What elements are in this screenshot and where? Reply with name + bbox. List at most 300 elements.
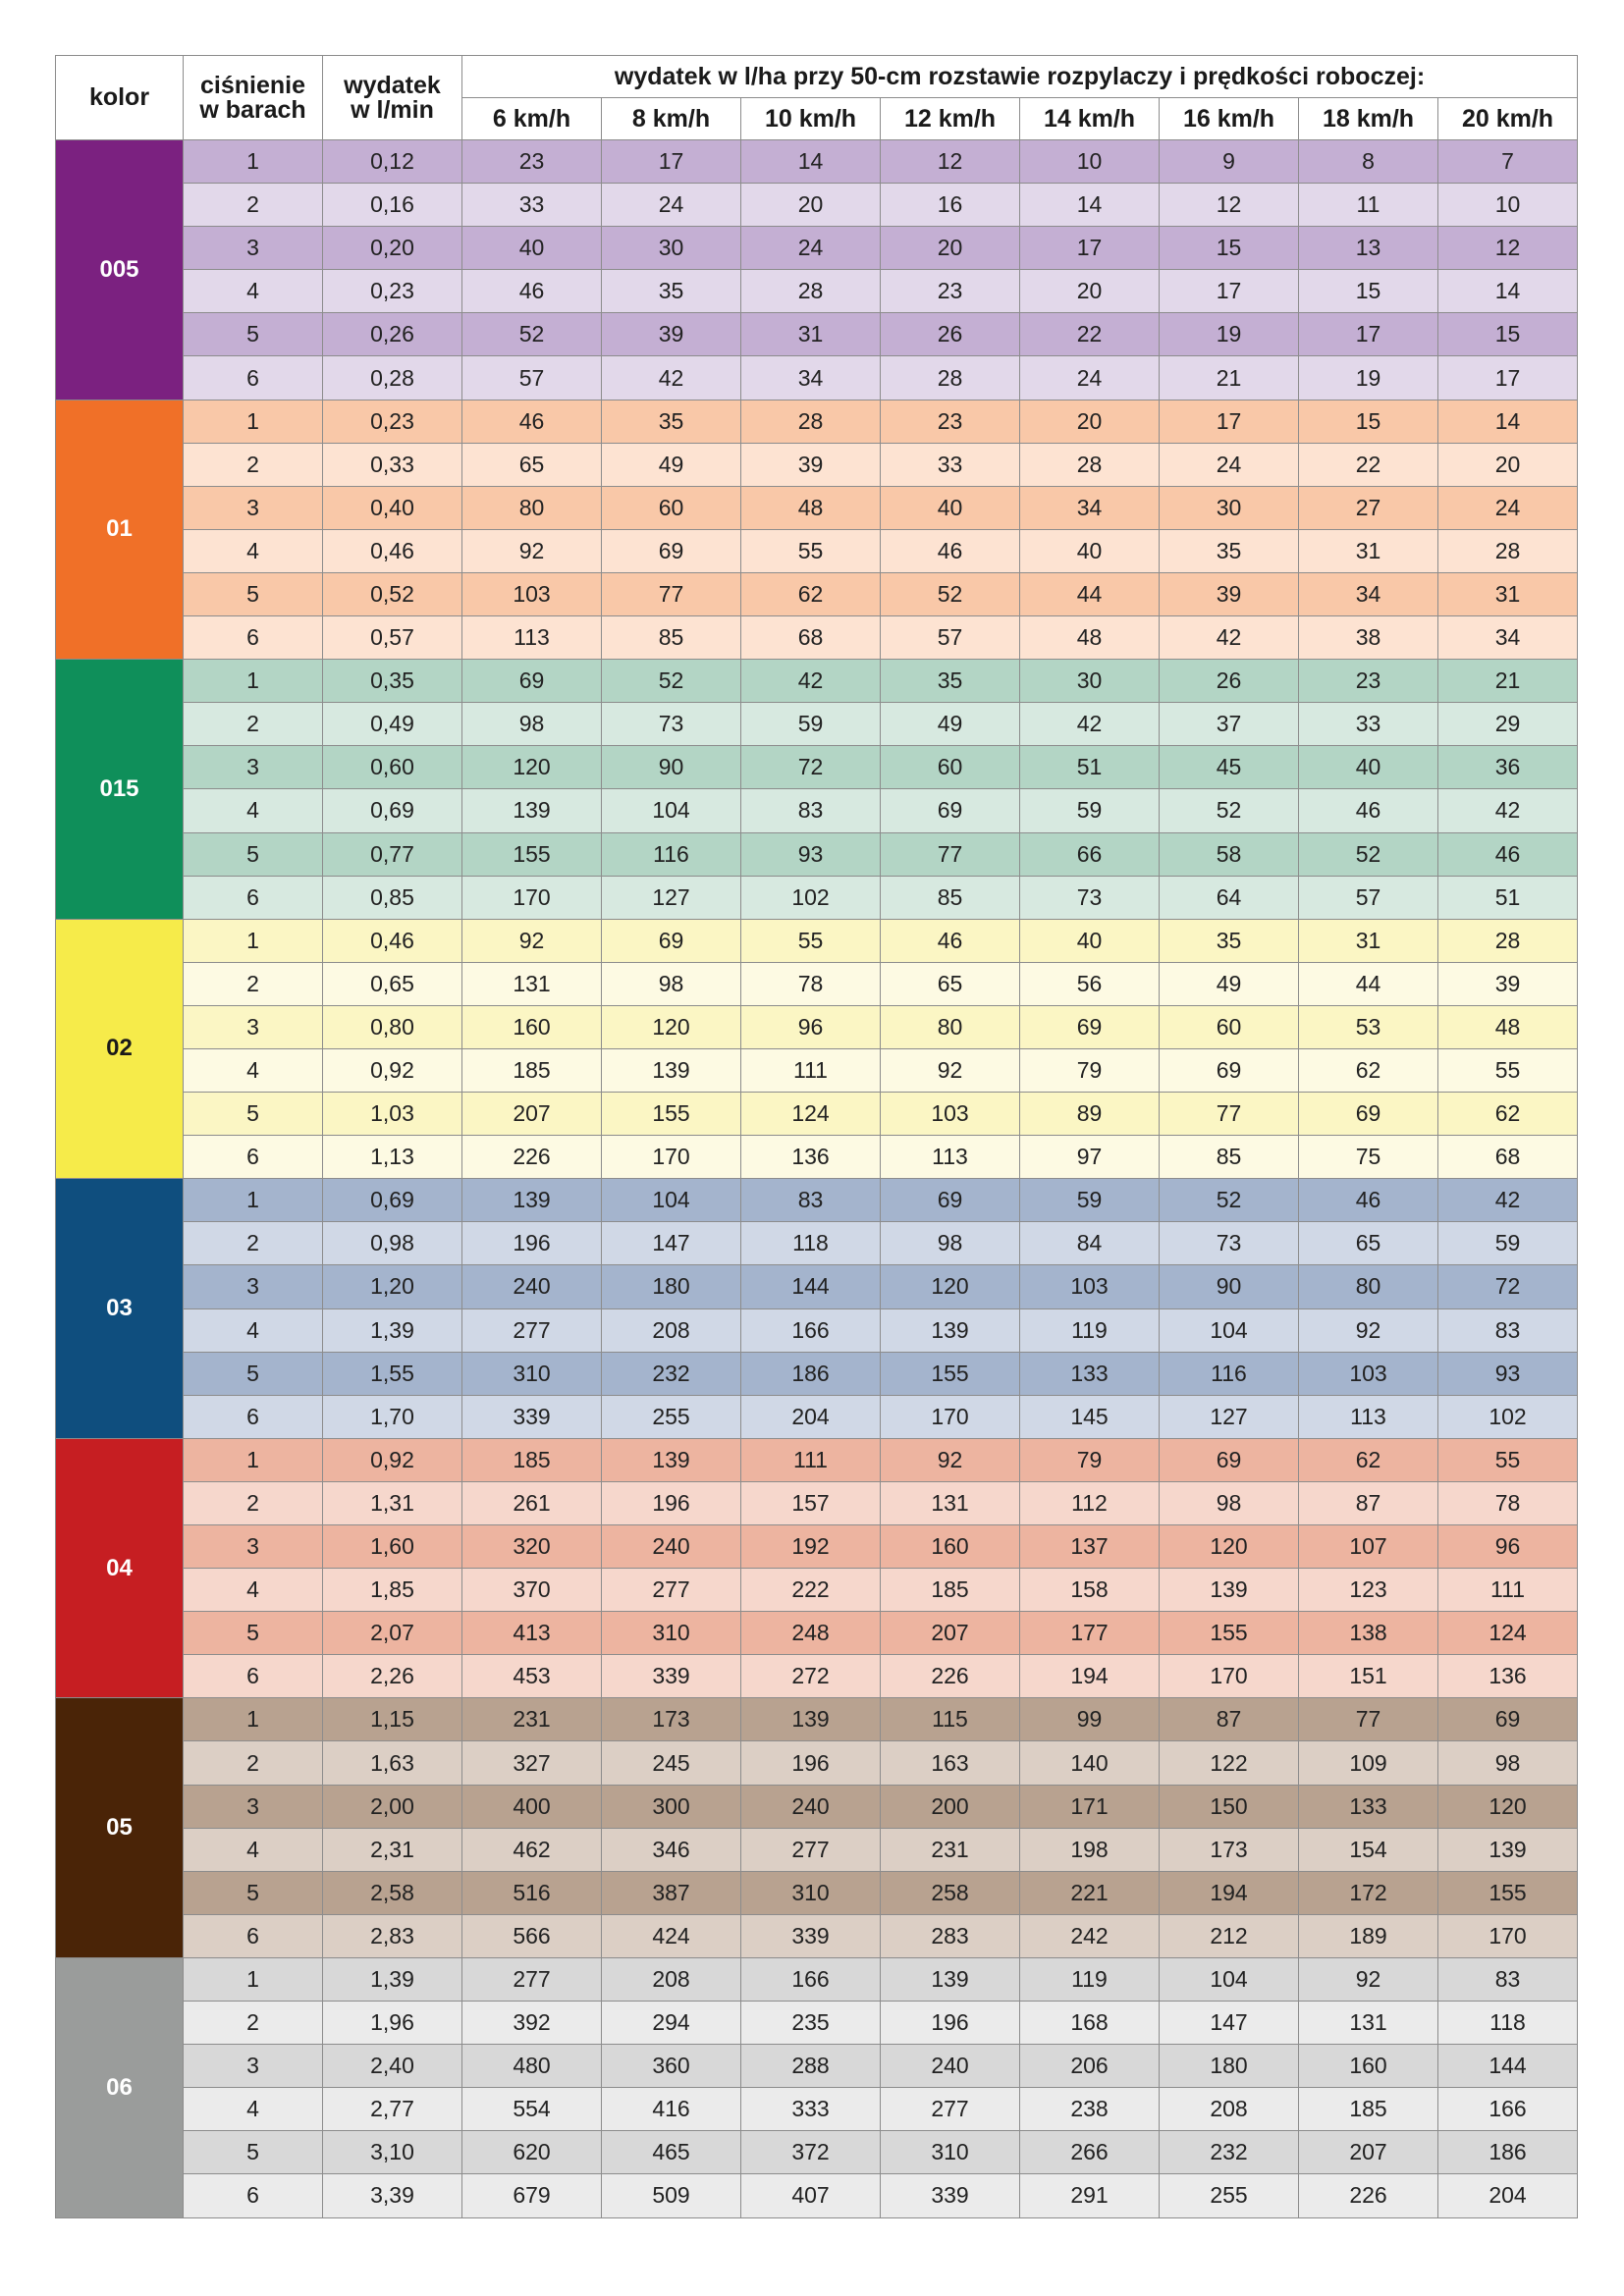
rate-cell: 198 (1020, 1828, 1160, 1871)
rate-cell: 333 (741, 2088, 881, 2131)
rate-cell: 56 (1020, 962, 1160, 1005)
rate-cell: 266 (1020, 2131, 1160, 2174)
rate-cell: 360 (602, 2045, 741, 2088)
rate-cell: 85 (1160, 1136, 1299, 1179)
rate-cell: 16 (881, 184, 1020, 227)
rate-cell: 196 (602, 1481, 741, 1524)
pressure-cell: 2 (184, 1481, 323, 1524)
pressure-cell: 1 (184, 660, 323, 703)
rate-cell: 116 (1160, 1352, 1299, 1395)
rate-cell: 170 (602, 1136, 741, 1179)
table-row (56, 1569, 1578, 1612)
rate-cell: 59 (1020, 789, 1160, 832)
pressure-cell: 2 (184, 443, 323, 486)
rate-cell: 46 (881, 529, 1020, 572)
table-row (56, 313, 1578, 356)
table-row (56, 184, 1578, 227)
rate-cell: 19 (1160, 313, 1299, 356)
rate-cell: 207 (462, 1093, 602, 1136)
rate-cell: 245 (602, 1741, 741, 1785)
rate-cell: 131 (881, 1481, 1020, 1524)
rate-cell: 139 (602, 1438, 741, 1481)
rate-cell: 69 (881, 1179, 1020, 1222)
rate-cell: 509 (602, 2174, 741, 2217)
rate-cell: 232 (1160, 2131, 1299, 2174)
rate-cell: 208 (1160, 2088, 1299, 2131)
rate-cell: 133 (1020, 1352, 1160, 1395)
rate-cell: 139 (462, 1179, 602, 1222)
pressure-cell: 6 (184, 1136, 323, 1179)
flow-lmin-cell: 0,28 (323, 356, 462, 400)
flow-lmin-cell: 1,15 (323, 1698, 462, 1741)
table-row (56, 486, 1578, 529)
rate-cell: 15 (1160, 227, 1299, 270)
pressure-cell: 5 (184, 313, 323, 356)
flow-lmin-cell: 0,69 (323, 1179, 462, 1222)
rate-cell: 24 (1020, 356, 1160, 400)
rate-cell: 272 (741, 1655, 881, 1698)
rate-cell: 13 (1299, 227, 1438, 270)
rate-cell: 17 (1438, 356, 1578, 400)
rate-cell: 139 (881, 1957, 1020, 2001)
rate-cell: 277 (462, 1957, 602, 2001)
pressure-cell: 4 (184, 270, 323, 313)
rate-cell: 62 (1299, 1048, 1438, 1092)
rate-cell: 124 (741, 1093, 881, 1136)
rate-cell: 83 (1438, 1308, 1578, 1352)
rate-cell: 20 (1020, 270, 1160, 313)
rate-cell: 85 (881, 876, 1020, 919)
rate-cell: 185 (881, 1569, 1020, 1612)
nozzle-color-label: 04 (56, 1438, 184, 1698)
flow-lmin-cell: 0,69 (323, 789, 462, 832)
rate-cell: 112 (1020, 1481, 1160, 1524)
rate-cell: 42 (741, 660, 881, 703)
nozzle-color-label: 005 (56, 140, 184, 400)
table-row (56, 1222, 1578, 1265)
rate-cell: 115 (881, 1698, 1020, 1741)
rate-cell: 92 (881, 1048, 1020, 1092)
table-row (56, 1871, 1578, 1914)
pressure-cell: 6 (184, 616, 323, 660)
rate-cell: 46 (1299, 789, 1438, 832)
rate-cell: 111 (741, 1438, 881, 1481)
rate-cell: 68 (1438, 1136, 1578, 1179)
rate-cell: 57 (462, 356, 602, 400)
flow-lmin-cell: 0,80 (323, 1005, 462, 1048)
rate-cell: 77 (881, 832, 1020, 876)
rate-cell: 370 (462, 1569, 602, 1612)
pressure-cell: 1 (184, 1698, 323, 1741)
rate-cell: 51 (1020, 746, 1160, 789)
rate-cell: 52 (881, 572, 1020, 615)
pressure-cell: 6 (184, 876, 323, 919)
pressure-cell: 3 (184, 1005, 323, 1048)
pressure-cell: 4 (184, 1828, 323, 1871)
rate-cell: 346 (602, 1828, 741, 1871)
table-row (56, 1655, 1578, 1698)
rate-cell: 155 (1160, 1612, 1299, 1655)
rate-cell: 92 (462, 919, 602, 962)
rate-cell: 42 (1160, 616, 1299, 660)
table-row (56, 227, 1578, 270)
rate-cell: 40 (881, 486, 1020, 529)
rate-cell: 413 (462, 1612, 602, 1655)
rate-cell: 36 (1438, 746, 1578, 789)
rate-cell: 17 (602, 140, 741, 184)
table-row (56, 1265, 1578, 1308)
rate-cell: 261 (462, 1481, 602, 1524)
table-row (56, 2131, 1578, 2174)
rate-cell: 35 (1160, 919, 1299, 962)
pressure-cell: 6 (184, 2174, 323, 2217)
rate-cell: 40 (462, 227, 602, 270)
header-cisnienie (184, 56, 323, 140)
rate-cell: 40 (1299, 746, 1438, 789)
table-row (56, 832, 1578, 876)
table-row (56, 443, 1578, 486)
rate-cell: 102 (741, 876, 881, 919)
rate-cell: 113 (462, 616, 602, 660)
table-row (56, 1179, 1578, 1222)
header-wydatek-line2: w l/min (351, 95, 434, 124)
rate-cell: 160 (462, 1005, 602, 1048)
rate-cell: 29 (1438, 703, 1578, 746)
nozzle-rate-table (55, 55, 1578, 2218)
rate-cell: 28 (881, 356, 1020, 400)
nozzle-color-label: 02 (56, 919, 184, 1179)
rate-cell: 69 (1438, 1698, 1578, 1741)
pressure-cell: 5 (184, 2131, 323, 2174)
table-row (56, 2088, 1578, 2131)
rate-cell: 118 (1438, 2002, 1578, 2045)
rate-cell: 78 (741, 962, 881, 1005)
rate-cell: 104 (602, 1179, 741, 1222)
header-speed-3: 10 km/h (741, 98, 881, 140)
rate-cell: 96 (1438, 1525, 1578, 1569)
rate-cell: 180 (602, 1265, 741, 1308)
flow-lmin-cell: 0,85 (323, 876, 462, 919)
rate-cell: 127 (1160, 1395, 1299, 1438)
rate-cell: 7 (1438, 140, 1578, 184)
rate-cell: 33 (462, 184, 602, 227)
rate-cell: 139 (1438, 1828, 1578, 1871)
rate-cell: 59 (741, 703, 881, 746)
header-speed-8: 20 km/h (1438, 98, 1578, 140)
rate-cell: 166 (741, 1308, 881, 1352)
rate-cell: 73 (1160, 1222, 1299, 1265)
rate-cell: 33 (1299, 703, 1438, 746)
rate-cell: 31 (1299, 919, 1438, 962)
rate-cell: 20 (1020, 400, 1160, 443)
rate-cell: 8 (1299, 140, 1438, 184)
pressure-cell: 3 (184, 2045, 323, 2088)
rate-cell: 194 (1160, 1871, 1299, 1914)
table-row (56, 1093, 1578, 1136)
flow-lmin-cell: 1,60 (323, 1525, 462, 1569)
rate-cell: 34 (1438, 616, 1578, 660)
rate-cell: 104 (1160, 1957, 1299, 2001)
rate-cell: 28 (741, 400, 881, 443)
table-row (56, 356, 1578, 400)
rate-cell: 85 (602, 616, 741, 660)
rate-cell: 160 (1299, 2045, 1438, 2088)
rate-cell: 240 (881, 2045, 1020, 2088)
rate-cell: 39 (741, 443, 881, 486)
pressure-cell: 2 (184, 703, 323, 746)
rate-cell: 291 (1020, 2174, 1160, 2217)
flow-lmin-cell: 2,58 (323, 1871, 462, 1914)
rate-cell: 173 (1160, 1828, 1299, 1871)
rate-cell: 17 (1160, 270, 1299, 313)
rate-cell: 151 (1299, 1655, 1438, 1698)
table-row (56, 1438, 1578, 1481)
table-row (56, 789, 1578, 832)
rate-cell: 14 (1438, 400, 1578, 443)
pressure-cell: 2 (184, 2002, 323, 2045)
table-row (56, 660, 1578, 703)
rate-cell: 93 (741, 832, 881, 876)
rate-cell: 44 (1020, 572, 1160, 615)
rate-cell: 212 (1160, 1914, 1299, 1957)
flow-lmin-cell: 1,96 (323, 2002, 462, 2045)
pressure-cell: 1 (184, 1957, 323, 2001)
rate-cell: 157 (741, 1481, 881, 1524)
rate-cell: 35 (602, 400, 741, 443)
rate-cell: 87 (1160, 1698, 1299, 1741)
rate-cell: 72 (1438, 1265, 1578, 1308)
table-row (56, 572, 1578, 615)
rate-cell: 62 (1438, 1093, 1578, 1136)
rate-cell: 24 (602, 184, 741, 227)
rate-cell: 75 (1299, 1136, 1438, 1179)
flow-lmin-cell: 0,92 (323, 1048, 462, 1092)
rate-cell: 131 (462, 962, 602, 1005)
table-row (56, 270, 1578, 313)
flow-lmin-cell: 0,60 (323, 746, 462, 789)
flow-lmin-cell: 1,55 (323, 1352, 462, 1395)
header-kolor: kolor (56, 56, 184, 140)
rate-cell: 60 (602, 486, 741, 529)
rate-cell: 72 (741, 746, 881, 789)
flow-lmin-cell: 0,16 (323, 184, 462, 227)
flow-lmin-cell: 2,00 (323, 1785, 462, 1828)
nozzle-color-label: 05 (56, 1698, 184, 1958)
flow-lmin-cell: 2,07 (323, 1612, 462, 1655)
rate-cell: 55 (741, 529, 881, 572)
rate-cell: 242 (1020, 1914, 1160, 1957)
rate-cell: 23 (1299, 660, 1438, 703)
table-row (56, 1481, 1578, 1524)
rate-cell: 277 (881, 2088, 1020, 2131)
pressure-cell: 4 (184, 1569, 323, 1612)
rate-cell: 140 (1020, 1741, 1160, 1785)
header-cisnienie-line1: ciśnienie (200, 71, 305, 99)
rate-cell: 208 (602, 1308, 741, 1352)
rate-cell: 145 (1020, 1395, 1160, 1438)
pressure-cell: 1 (184, 140, 323, 184)
rate-cell: 23 (462, 140, 602, 184)
rate-cell: 154 (1299, 1828, 1438, 1871)
pressure-cell: 3 (184, 486, 323, 529)
table-row (56, 1785, 1578, 1828)
rate-cell: 28 (1438, 529, 1578, 572)
rate-cell: 147 (1160, 2002, 1299, 2045)
rate-cell: 158 (1020, 1569, 1160, 1612)
rate-cell: 57 (881, 616, 1020, 660)
rate-cell: 15 (1299, 270, 1438, 313)
table-row (56, 1741, 1578, 1785)
flow-lmin-cell: 1,63 (323, 1741, 462, 1785)
rate-cell: 80 (881, 1005, 1020, 1048)
flow-lmin-cell: 2,40 (323, 2045, 462, 2088)
rate-cell: 65 (881, 962, 1020, 1005)
table-row (56, 876, 1578, 919)
table-row (56, 1828, 1578, 1871)
pressure-cell: 6 (184, 356, 323, 400)
rate-cell: 53 (1299, 1005, 1438, 1048)
rate-cell: 83 (741, 789, 881, 832)
rate-cell: 462 (462, 1828, 602, 1871)
flow-lmin-cell: 0,20 (323, 227, 462, 270)
flow-lmin-cell: 0,77 (323, 832, 462, 876)
rate-cell: 168 (1020, 2002, 1160, 2045)
rate-cell: 37 (1160, 703, 1299, 746)
rate-cell: 144 (741, 1265, 881, 1308)
pressure-cell: 4 (184, 1048, 323, 1092)
nozzle-color-label: 03 (56, 1179, 184, 1439)
rate-cell: 166 (1438, 2088, 1578, 2131)
rate-cell: 38 (1299, 616, 1438, 660)
rate-cell: 77 (1160, 1093, 1299, 1136)
rate-cell: 400 (462, 1785, 602, 1828)
rate-cell: 31 (741, 313, 881, 356)
flow-lmin-cell: 0,46 (323, 529, 462, 572)
rate-cell: 12 (1160, 184, 1299, 227)
flow-lmin-cell: 0,26 (323, 313, 462, 356)
rate-cell: 139 (741, 1698, 881, 1741)
rate-cell: 57 (1299, 876, 1438, 919)
rate-cell: 24 (1438, 486, 1578, 529)
rate-cell: 65 (462, 443, 602, 486)
rate-cell: 277 (602, 1569, 741, 1612)
rate-cell: 20 (881, 227, 1020, 270)
rate-cell: 196 (741, 1741, 881, 1785)
rate-cell: 120 (881, 1265, 1020, 1308)
rate-cell: 206 (1020, 2045, 1160, 2088)
table-row (56, 400, 1578, 443)
rate-cell: 111 (741, 1048, 881, 1092)
flow-lmin-cell: 0,35 (323, 660, 462, 703)
table-row (56, 2174, 1578, 2217)
rate-cell: 69 (602, 529, 741, 572)
pressure-cell: 2 (184, 962, 323, 1005)
rate-cell: 42 (1438, 1179, 1578, 1222)
table-row (56, 1308, 1578, 1352)
flow-lmin-cell: 1,13 (323, 1136, 462, 1179)
rate-cell: 204 (741, 1395, 881, 1438)
pressure-cell: 3 (184, 746, 323, 789)
rate-cell: 44 (1299, 962, 1438, 1005)
pressure-cell: 2 (184, 1222, 323, 1265)
header-speed-2: 8 km/h (602, 98, 741, 140)
rate-cell: 83 (741, 1179, 881, 1222)
flow-lmin-cell: 1,03 (323, 1093, 462, 1136)
rate-cell: 28 (741, 270, 881, 313)
rate-cell: 372 (741, 2131, 881, 2174)
header-speed-7: 18 km/h (1299, 98, 1438, 140)
rate-cell: 14 (741, 140, 881, 184)
rate-cell: 14 (1438, 270, 1578, 313)
rate-cell: 27 (1299, 486, 1438, 529)
rate-cell: 103 (881, 1093, 1020, 1136)
rate-cell: 119 (1020, 1957, 1160, 2001)
rate-cell: 98 (1160, 1481, 1299, 1524)
rate-cell: 194 (1020, 1655, 1160, 1698)
rate-cell: 92 (1299, 1957, 1438, 2001)
table-body (56, 140, 1578, 2218)
rate-cell: 103 (462, 572, 602, 615)
pressure-cell: 4 (184, 789, 323, 832)
flow-lmin-cell: 2,31 (323, 1828, 462, 1871)
rate-cell: 155 (881, 1352, 1020, 1395)
rate-cell: 238 (1020, 2088, 1160, 2131)
table-row (56, 1048, 1578, 1092)
rate-cell: 30 (1020, 660, 1160, 703)
rate-cell: 48 (741, 486, 881, 529)
rate-cell: 138 (1299, 1612, 1438, 1655)
rate-cell: 28 (1020, 443, 1160, 486)
rate-cell: 17 (1160, 400, 1299, 443)
rate-cell: 679 (462, 2174, 602, 2217)
flow-lmin-cell: 2,83 (323, 1914, 462, 1957)
rate-cell: 231 (881, 1828, 1020, 1871)
rate-cell: 21 (1160, 356, 1299, 400)
rate-cell: 150 (1160, 1785, 1299, 1828)
table-row (56, 746, 1578, 789)
rate-cell: 339 (881, 2174, 1020, 2217)
flow-lmin-cell: 0,46 (323, 919, 462, 962)
nozzle-rate-table-container (55, 55, 1577, 2218)
rate-cell: 339 (462, 1395, 602, 1438)
rate-cell: 93 (1438, 1352, 1578, 1395)
flow-lmin-cell: 1,85 (323, 1569, 462, 1612)
rate-cell: 15 (1438, 313, 1578, 356)
rate-cell: 98 (602, 962, 741, 1005)
rate-cell: 12 (1438, 227, 1578, 270)
rate-cell: 283 (881, 1914, 1020, 1957)
rate-cell: 59 (1020, 1179, 1160, 1222)
flow-lmin-cell: 1,20 (323, 1265, 462, 1308)
flow-lmin-cell: 1,39 (323, 1957, 462, 2001)
table-row (56, 1914, 1578, 1957)
flow-lmin-cell: 1,70 (323, 1395, 462, 1438)
rate-cell: 480 (462, 2045, 602, 2088)
rate-cell: 22 (1020, 313, 1160, 356)
nozzle-color-label: 015 (56, 660, 184, 920)
table-row (56, 1395, 1578, 1438)
rate-cell: 120 (1160, 1525, 1299, 1569)
pressure-cell: 2 (184, 184, 323, 227)
rate-cell: 69 (462, 660, 602, 703)
flow-lmin-cell: 0,65 (323, 962, 462, 1005)
rate-cell: 133 (1299, 1785, 1438, 1828)
flow-lmin-cell: 0,57 (323, 616, 462, 660)
rate-cell: 23 (881, 270, 1020, 313)
rate-cell: 170 (1438, 1914, 1578, 1957)
table-row (56, 1957, 1578, 2001)
header-wydatek (323, 56, 462, 140)
